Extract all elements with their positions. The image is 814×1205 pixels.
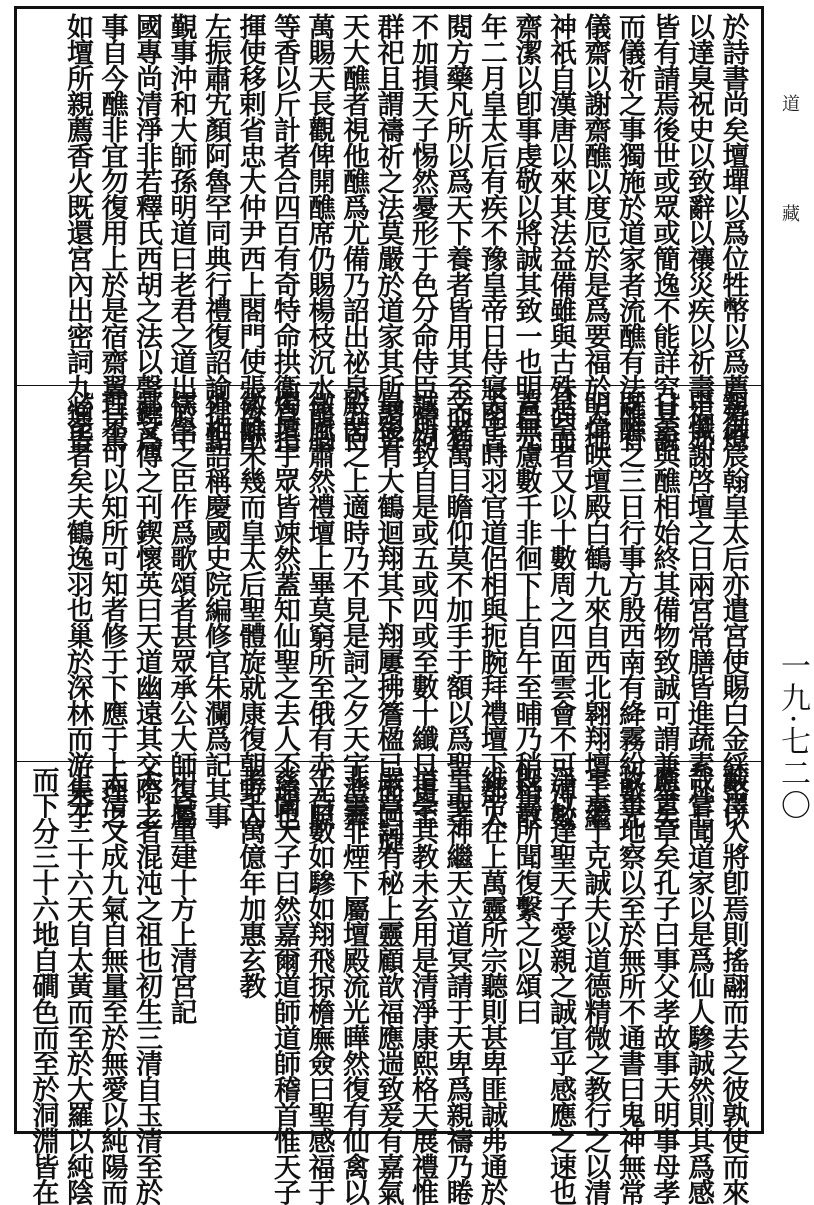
text-column: 於詩書尚矣壇墠以爲位牲幣以爲薦羞燎 — [717, 13, 749, 452]
text-column: 去于時羽官道侶相與扼腕拜禮壇下都人 — [476, 390, 507, 829]
text-column: 神祇自漢唐以來其法益備雖與古殊尚而 — [545, 13, 576, 452]
text-column: 理不可以知所可知者修于下應于上理之 — [96, 390, 128, 829]
text-column: 蓋無慮數千非徊下上自午至晡乃稍稍散 — [510, 390, 542, 829]
text-column: 藪澤人將卽焉則搖翮而去之彼孰使而來 — [717, 766, 749, 1205]
text-column: 事自今醮非宜勿復用上於是宿齋翼日駕 — [96, 13, 128, 452]
text-column: 誠所致自是或五或四或至數十纖日更至 — [407, 390, 438, 829]
text-column: 申懺謝啓壇之日兩宮常膳皆進蔬素凡七 — [683, 390, 714, 829]
text-column: 中京重建十方上清宮記 — [165, 766, 197, 1025]
text-column: 道學其教未玄用是清淨康熙格天展禮惟 — [407, 766, 438, 1205]
text-column: 儀齋以謝齋醮以度厄於是爲要福於天地 — [579, 13, 611, 452]
text-column: 年二月皇太后有疾不豫皇帝日侍寢閣旨 — [476, 13, 507, 452]
text-column: 微風肅然禮壇上畢莫窮所至俄有赤光照 — [303, 390, 335, 829]
text-column: 燭壇宇眾皆竦然蓋知仙聖之去人不遠也 — [269, 390, 300, 829]
text-column: 應章章矣孔子曰事父孝故事天明事母孝 — [648, 766, 680, 1205]
text-block-1 — [17, 9, 761, 452]
text-column: 覲事沖和大師孫明道曰老君之道出於中 — [165, 13, 197, 452]
text-column: 皇聖神繼天立道冥請于天卑爲親禱乃睠 — [441, 766, 473, 1205]
text-column: 享享于克誠夫以道德精微之教行之以清 — [579, 766, 611, 1205]
side-mark-zang: 藏 — [779, 204, 800, 222]
text-column: 維帝在上萬靈所宗聽則甚卑匪誠弗通於 — [476, 766, 507, 1205]
text-column: 孝千萬億年加惠玄教 — [234, 766, 266, 999]
text-column: 萬賜天長觀俾開醮席仍賜楊枝沉水龍腦 — [303, 13, 335, 452]
text-column: 等香以斤計者合四百有奇特命拱衞直指 — [269, 13, 300, 452]
text-column: 徽醮未幾而皇太后聖體旋就康復朝野內 — [234, 390, 266, 829]
text-column: 是至者又以十數周之四面雲會不可殫數 — [545, 390, 576, 829]
text-column: 而下分三十六地自磵色而至於洞淵皆在 — [27, 766, 59, 1205]
text-column: 明煒映壇殿白鶴九來自西北翱翔壇上繼 — [579, 390, 611, 829]
text-column: 千百數如驂如翔飛掠檐廡僉曰聖感福于 — [303, 766, 335, 1205]
text-column: 閱方藥凡所以爲天下養者皆用其至而猶 — [441, 13, 473, 452]
text-column: 既醮之三日行事方殷西南有絳霧紛數光 — [614, 390, 645, 829]
text-column: 不加損天子惕然憂形于色分命侍臣禱祠 — [407, 13, 438, 452]
text-column: 淨以達聖天子愛親之誠宜乎感應之速也 — [545, 766, 576, 1205]
text-column: 最後有大鶴迴翔其下翔屢拂簷楹已而回旋 — [372, 390, 404, 855]
text-column: 父老萬目瞻仰莫不加手于額以爲聖上孝 — [441, 390, 473, 829]
text-column: 鄙文傳之刊鍥懷英曰天道幽遠其交際之 — [131, 390, 162, 829]
text-column: 親御宸翰皇太后亦遣宮使賜白金綵幣以 — [717, 390, 749, 829]
text-column: 嚴章詞有秘上靈顧歆福應遄致爰有嘉氣 — [372, 766, 404, 1205]
text-column: 皆有請焉後世或眾或簡逸不能詳究其說 — [648, 13, 680, 452]
text-column: 儒學之臣作爲歌頌者甚眾承公大師復屬 — [165, 390, 197, 829]
side-mark-dao: 道 — [779, 94, 800, 112]
text-column: 齋潔以卽事虔敬以將誠其致一也明昌元 — [510, 13, 542, 452]
text-column: 左振肅宄顏阿魯罕同典行禮復詔諭提點 — [200, 13, 231, 452]
text-column: 群祀且謂禱祈之法莫嚴於道家其所謂普 — [372, 13, 404, 452]
text-column: 非雲非煙下屬壇殿流光曄然復有仙禽以 — [338, 766, 369, 1205]
text-column: 日蓋與醮相始終其備物致誠可謂兼舉矣 — [648, 390, 680, 829]
text-column: 外相語稱慶國史院編修官朱瀾爲記其事 — [200, 390, 231, 829]
text-column: 國專尚清淨非若釋氏西胡之法以聲鐃爲 — [131, 13, 162, 452]
text-column: 故事地察以至於無所不通書曰鬼神無常 — [614, 766, 645, 1205]
text-column: 太上者混沌之祖也初生三清自玉清至於 — [131, 766, 162, 1205]
text-column: 哉嘗聞道家以是爲仙人驂誠然則其爲感 — [683, 766, 714, 1205]
text-column: 必至者矣夫鶴逸羽也巢於深林而游集于 — [62, 390, 93, 829]
text-column: 上分三十六天自太黃而至於大羅以純陰 — [62, 766, 93, 1205]
text-column: 太清又成九氣自無量至於無愛以純陽而 — [96, 766, 128, 1205]
text-column: 如壇所親薦香火既還宮內出密詞九通皆 — [62, 13, 93, 452]
text-column: 天大醮者視他醮爲尤備乃詔出祕泉五百 — [338, 13, 369, 452]
page-frame — [14, 6, 764, 1205]
text-block-2 — [17, 386, 761, 855]
text-column — [199, 766, 231, 1132]
text-block-3 — [17, 762, 761, 1205]
text-column: 揮使移剌省忠大仲尹西上閤門使張汝猷 — [234, 13, 266, 452]
text-column: 既書所聞復繫之以頌曰 — [510, 766, 542, 1025]
text-column: 而儀祈之事獨施於道家者流醮有法醮有 — [614, 13, 645, 452]
text-column: 慈闈天子曰然嘉爾道師道師稽首惟天子 — [269, 766, 300, 1205]
text-column: 殿閣之上適時乃不見是詞之夕天宇澄霽 — [338, 390, 369, 829]
text-column: 以達臭祝史以致辭以禳災疾以祈壽福亦 — [683, 13, 714, 452]
page-number: 一九·七二〇 — [775, 650, 810, 822]
